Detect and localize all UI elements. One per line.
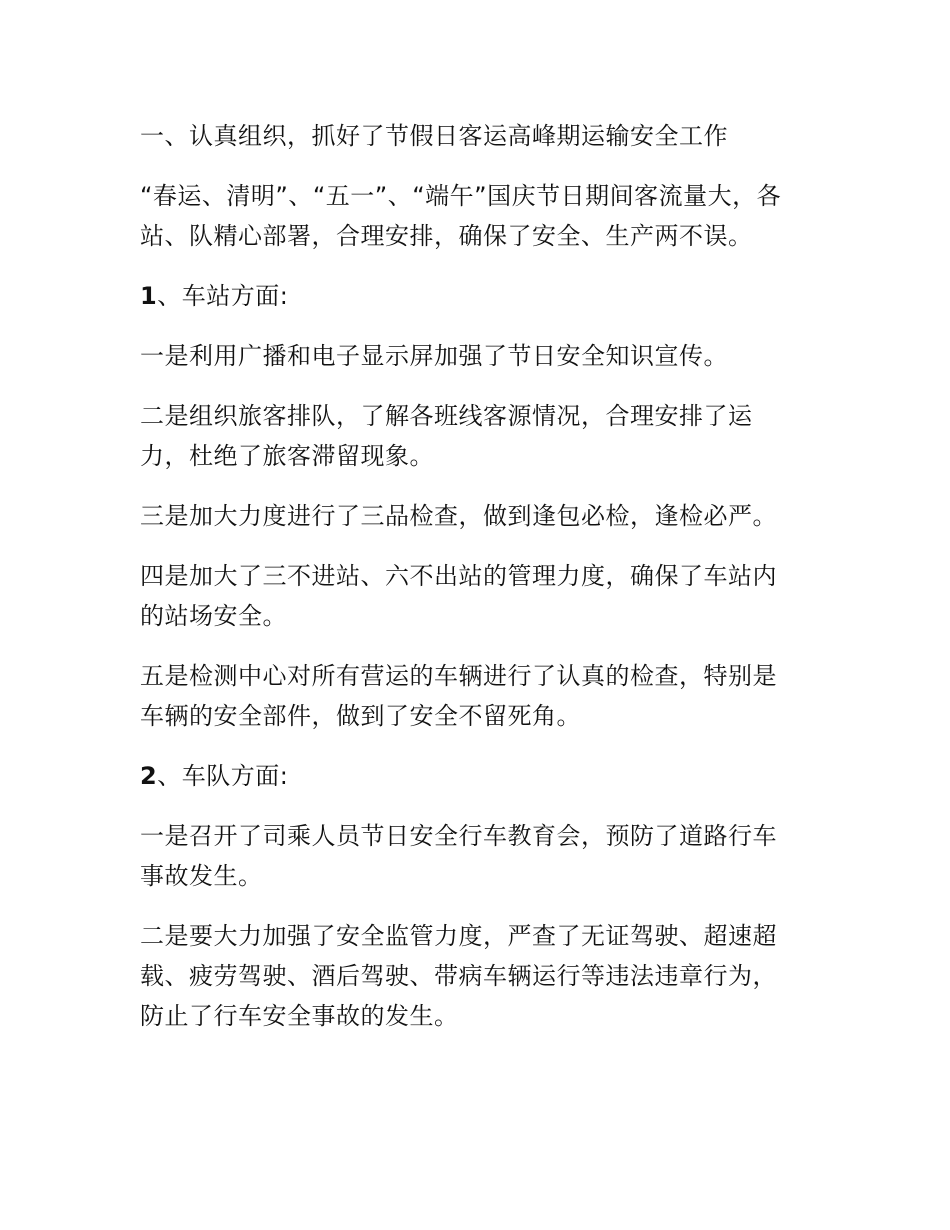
section-1-item: 三是加大力度进行了三品检查，做到逢包必检，逢检必严。 xyxy=(140,502,777,530)
section-1-item: 五是检测中心对所有营运的车辆进行了认真的检查，特别是车辆的安全部件，做到了安全不留死角。 xyxy=(140,662,777,730)
section-1-item: 二是组织旅客排队，了解各班线客源情况，合理安排了运力，杜绝了旅客滞留现象。 xyxy=(140,402,753,470)
section-1-heading xyxy=(140,276,800,316)
section-1-item: 四是加大了三不进站、六不出站的管理力度，确保了车站内的站场安全。 xyxy=(140,562,777,630)
section-2-heading xyxy=(140,756,800,796)
section-1-title: 、车站方面: xyxy=(157,282,289,310)
section-1-number: 1 xyxy=(140,282,158,310)
intro-paragraph: “春运、清明”、“五一”、“端午”国庆节日期间客流量大，各站、队精心部署，合理安排，确保了安全、生产两不误。 xyxy=(140,182,782,250)
section-2-title: 、车队方面: xyxy=(157,762,289,790)
section-2-number: 2 xyxy=(140,762,158,790)
section-1-item: 一是利用广播和电子显示屏加强了节日安全知识宣传。 xyxy=(140,342,728,370)
section-2-item: 一是召开了司乘人员节日安全行车教育会，预防了道路行车事故发生。 xyxy=(140,822,777,890)
section-2-item: 二是要大力加强了安全监管力度，严查了无证驾驶、超速超载、疲劳驾驶、酒后驾驶、带病车辆运行等违法违章行为，防止了行车安全事故的发生。 xyxy=(140,922,777,1030)
document-page xyxy=(140,116,800,1056)
document-heading: 一、认真组织，抓好了节假日客运高峰期运输安全工作 xyxy=(140,122,728,150)
